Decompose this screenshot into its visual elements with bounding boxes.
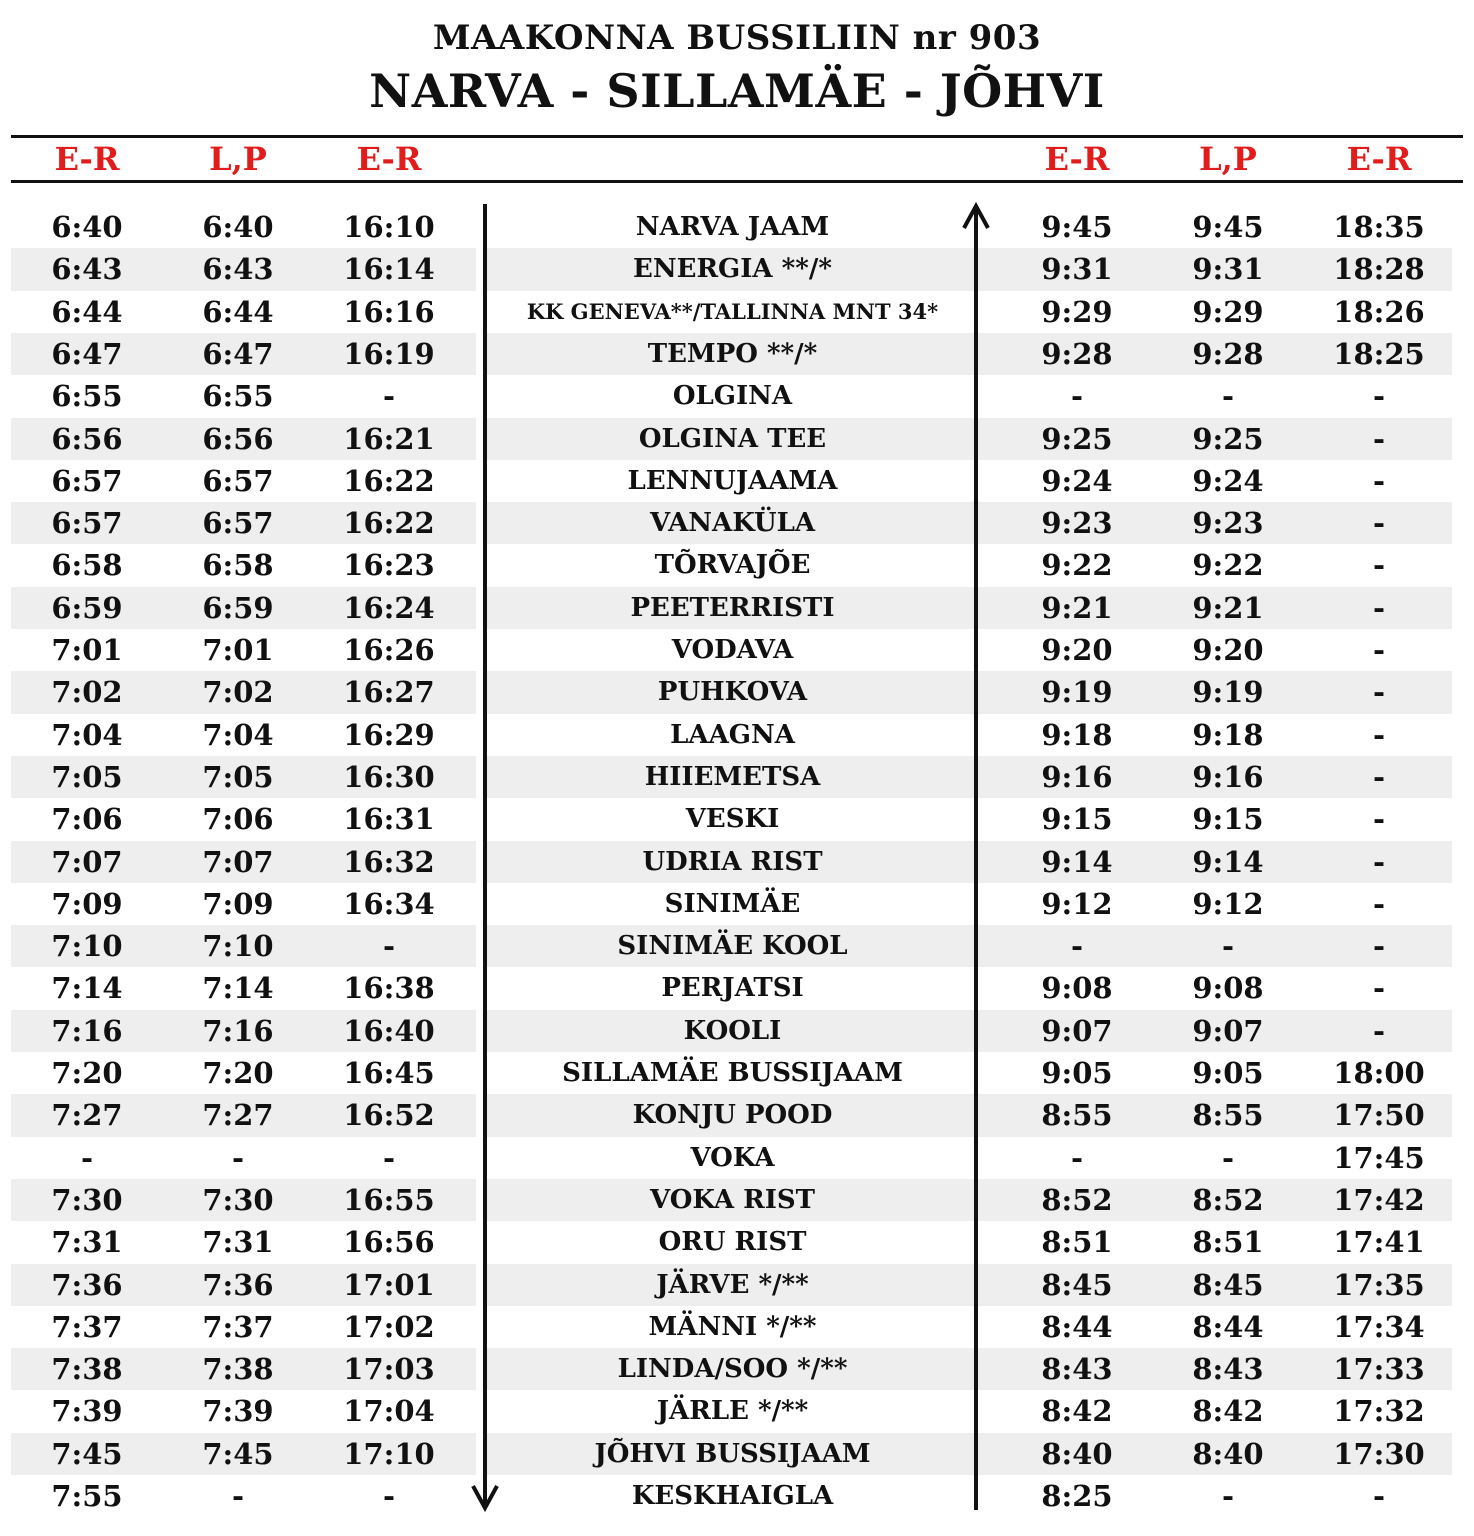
time-cell: 16:19 — [343, 336, 435, 371]
time-cell: 18:25 — [1333, 336, 1425, 371]
time-cell: 16:22 — [343, 463, 435, 498]
time-cell: 9:20 — [1041, 633, 1113, 667]
table-row — [0, 629, 1474, 671]
time-cell: 7:06 — [51, 802, 123, 837]
stop-name: TÕRVAJÕE — [654, 550, 811, 581]
time-cell: 7:01 — [51, 633, 123, 667]
stop-name: JÕHVI BUSSIJAAM — [594, 1438, 871, 1469]
stop-name: SILLAMÄE BUSSIJAAM — [562, 1058, 903, 1088]
time-cell: 8:42 — [1041, 1394, 1113, 1429]
time-cell: 6:43 — [51, 252, 123, 287]
time-cell: 17:03 — [343, 1352, 435, 1387]
stop-name: VANAKÜLA — [649, 508, 816, 539]
table-row — [0, 1348, 1474, 1390]
time-cell: 8:51 — [1192, 1225, 1264, 1260]
time-cell: 6:47 — [51, 336, 123, 371]
time-cell: 9:07 — [1041, 1013, 1113, 1048]
time-cell: 8:55 — [1192, 1098, 1264, 1133]
time-cell: 7:07 — [202, 844, 274, 879]
time-cell: 8:40 — [1041, 1436, 1113, 1471]
col-header-left-er2: E-R — [356, 140, 422, 178]
time-cell: 7:27 — [202, 1098, 274, 1133]
time-cell: 17:32 — [1333, 1394, 1425, 1429]
time-cell: 18:28 — [1333, 252, 1425, 287]
time-cell: 8:52 — [1041, 1182, 1113, 1217]
time-cell: - — [1372, 463, 1386, 498]
time-cell: 17:35 — [1333, 1267, 1425, 1302]
time-cell: - — [1372, 1479, 1386, 1513]
time-cell: 7:30 — [51, 1182, 123, 1217]
time-cell: 17:41 — [1333, 1225, 1425, 1260]
time-cell: 6:56 — [202, 421, 274, 456]
stop-name: PUHKOVA — [657, 677, 808, 708]
header-bottom-rule — [11, 180, 1463, 183]
time-cell: 17:01 — [343, 1267, 435, 1302]
time-cell: 18:00 — [1333, 1056, 1425, 1090]
table-row — [0, 206, 1474, 248]
stop-name: KOOLI — [683, 1015, 782, 1046]
time-cell: - — [1372, 717, 1386, 752]
time-cell: 9:24 — [1192, 463, 1264, 498]
stop-name: HIIEMETSA — [644, 761, 821, 792]
time-cell: 16:38 — [343, 971, 435, 1006]
time-cell: 9:22 — [1192, 548, 1264, 583]
time-cell: 7:06 — [202, 802, 274, 837]
time-cell: 9:05 — [1192, 1056, 1264, 1090]
time-cell: - — [1372, 379, 1386, 414]
time-cell: 9:31 — [1192, 252, 1264, 287]
time-cell: 9:18 — [1041, 717, 1113, 752]
stop-name: LINDA/SOO */** — [617, 1354, 848, 1385]
time-cell: - — [231, 1140, 245, 1175]
table-row — [0, 248, 1474, 290]
stop-name: SINIMÄE KOOL — [617, 931, 848, 962]
time-cell: 9:12 — [1192, 886, 1264, 921]
time-cell: 9:16 — [1192, 759, 1264, 794]
table-row — [0, 418, 1474, 460]
stop-name: PEETERRISTI — [630, 592, 835, 623]
time-cell: 16:55 — [343, 1182, 435, 1217]
time-cell: 7:09 — [202, 886, 274, 921]
time-cell: 9:19 — [1192, 675, 1264, 710]
col-header-left-er: E-R — [54, 140, 120, 178]
time-cell: 17:42 — [1333, 1182, 1425, 1217]
time-cell: - — [1372, 506, 1386, 541]
time-cell: 9:45 — [1192, 210, 1264, 244]
time-cell: 16:26 — [343, 633, 435, 667]
table-row — [0, 925, 1474, 967]
table-row — [0, 714, 1474, 756]
time-cell: 7:04 — [51, 717, 123, 752]
time-cell: 7:14 — [202, 971, 274, 1006]
time-cell: 6:40 — [202, 210, 274, 244]
time-cell: - — [80, 1140, 94, 1175]
time-cell: 7:02 — [202, 675, 274, 710]
down-arrow-icon — [468, 202, 502, 1514]
stop-name: SINIMÄE — [664, 888, 801, 919]
time-cell: 7:37 — [51, 1309, 123, 1344]
time-cell: 8:45 — [1041, 1267, 1113, 1302]
time-cell: - — [1221, 1479, 1235, 1513]
time-cell: - — [1372, 421, 1386, 456]
time-cell: 9:15 — [1041, 802, 1113, 837]
table-row — [0, 1433, 1474, 1475]
time-cell: 9:22 — [1041, 548, 1113, 583]
up-arrow-icon — [959, 200, 993, 1512]
time-cell: 8:44 — [1192, 1309, 1264, 1344]
time-cell: - — [382, 379, 396, 414]
time-cell: 9:08 — [1192, 971, 1264, 1006]
table-row — [0, 333, 1474, 375]
time-cell: 9:24 — [1041, 463, 1113, 498]
table-row — [0, 291, 1474, 333]
time-cell: 8:25 — [1041, 1479, 1113, 1513]
time-cell: - — [1221, 929, 1235, 964]
time-cell: 7:37 — [202, 1309, 274, 1344]
stop-name: ENERGIA **/* — [633, 254, 832, 285]
time-cell: - — [1372, 802, 1386, 837]
stop-name: KONJU POOD — [632, 1100, 833, 1131]
stop-name: ORU RIST — [658, 1227, 807, 1258]
time-cell: - — [382, 929, 396, 964]
time-cell: 17:10 — [343, 1436, 435, 1471]
stop-name: JÄRLE */** — [656, 1396, 809, 1427]
table-row — [0, 1306, 1474, 1348]
time-cell: 6:58 — [51, 548, 123, 583]
time-cell: - — [1372, 675, 1386, 710]
table-row — [0, 502, 1474, 544]
table-row — [0, 1264, 1474, 1306]
col-header-right-lp: L,P — [1199, 140, 1257, 178]
time-cell: 16:10 — [343, 210, 435, 244]
time-cell: 7:45 — [51, 1436, 123, 1471]
table-row — [0, 1094, 1474, 1136]
time-cell: - — [1372, 886, 1386, 921]
table-row — [0, 1010, 1474, 1052]
time-cell: - — [1070, 379, 1084, 414]
time-cell: 9:21 — [1041, 590, 1113, 625]
time-cell: - — [1372, 844, 1386, 879]
time-cell: 8:45 — [1192, 1267, 1264, 1302]
page-subtitle: MAAKONNA BUSSILIIN nr 903 — [432, 18, 1042, 58]
time-cell: - — [1372, 590, 1386, 625]
time-cell: 6:56 — [51, 421, 123, 456]
time-cell: 7:10 — [51, 929, 123, 964]
time-cell: 8:43 — [1041, 1352, 1113, 1387]
time-cell: 16:22 — [343, 506, 435, 541]
table-row — [0, 544, 1474, 586]
stop-name: TEMPO **/* — [647, 338, 818, 369]
table-row — [0, 587, 1474, 629]
time-cell: 16:21 — [343, 421, 435, 456]
time-cell: 7:16 — [51, 1013, 123, 1048]
col-header-left-lp: L,P — [209, 140, 267, 178]
time-cell: 9:18 — [1192, 717, 1264, 752]
time-cell: 18:26 — [1333, 294, 1425, 329]
time-cell: 16:14 — [343, 252, 435, 287]
time-cell: - — [1221, 379, 1235, 414]
time-cell: 9:19 — [1041, 675, 1113, 710]
time-cell: 7:09 — [51, 886, 123, 921]
time-cell: 7:20 — [51, 1056, 123, 1090]
time-cell: 7:31 — [51, 1225, 123, 1260]
stop-name: UDRIA RIST — [642, 846, 823, 877]
stop-name: VODAVA — [671, 635, 794, 665]
time-cell: - — [1372, 929, 1386, 964]
time-cell: - — [1221, 1140, 1235, 1175]
stop-name: VESKI — [685, 804, 780, 835]
table-row — [0, 967, 1474, 1009]
time-cell: 7:27 — [51, 1098, 123, 1133]
time-cell: 16:16 — [343, 294, 435, 329]
time-cell: - — [1070, 929, 1084, 964]
time-cell: 18:35 — [1333, 210, 1425, 244]
time-cell: 6:44 — [202, 294, 274, 329]
time-cell: 6:40 — [51, 210, 123, 244]
time-cell: 9:14 — [1192, 844, 1264, 879]
time-cell: 8:40 — [1192, 1436, 1264, 1471]
time-cell: 8:43 — [1192, 1352, 1264, 1387]
time-cell: - — [382, 1479, 396, 1513]
time-cell: 7:30 — [202, 1182, 274, 1217]
stop-name: KK GENEVA**/TALLINNA MNT 34* — [526, 298, 939, 324]
time-cell: 7:55 — [51, 1479, 123, 1513]
table-row — [0, 841, 1474, 883]
time-cell: 17:30 — [1333, 1436, 1425, 1471]
time-cell: - — [1372, 1013, 1386, 1048]
time-cell: 9:14 — [1041, 844, 1113, 879]
col-header-right-er2: E-R — [1346, 140, 1412, 178]
time-cell: 8:55 — [1041, 1098, 1113, 1133]
time-cell: 9:20 — [1192, 633, 1264, 667]
table-row — [0, 671, 1474, 713]
table-row — [0, 1137, 1474, 1179]
time-cell: 7:39 — [51, 1394, 123, 1429]
time-cell: 16:32 — [343, 844, 435, 879]
time-cell: 9:08 — [1041, 971, 1113, 1006]
time-cell: 6:44 — [51, 294, 123, 329]
time-cell: 16:30 — [343, 759, 435, 794]
time-cell: 9:16 — [1041, 759, 1113, 794]
time-cell: 7:02 — [51, 675, 123, 710]
table-row — [0, 460, 1474, 502]
time-cell: 9:07 — [1192, 1013, 1264, 1048]
stop-name: LENNUJAAMA — [627, 465, 838, 496]
stop-name: KESKHAIGLA — [631, 1481, 834, 1511]
time-cell: 9:29 — [1041, 294, 1113, 329]
time-cell: 16:40 — [343, 1013, 435, 1048]
time-cell: 6:59 — [202, 590, 274, 625]
time-cell: 17:50 — [1333, 1098, 1425, 1133]
table-row — [0, 375, 1474, 417]
time-cell: 7:36 — [51, 1267, 123, 1302]
time-cell: 9:29 — [1192, 294, 1264, 329]
time-cell: 16:56 — [343, 1225, 435, 1260]
time-cell: 7:38 — [202, 1352, 274, 1387]
table-row — [0, 1390, 1474, 1432]
time-cell: 17:04 — [343, 1394, 435, 1429]
page-title: NARVA - SILLAMÄE - JÕHVI — [369, 64, 1105, 118]
time-cell: 7:31 — [202, 1225, 274, 1260]
table-row — [0, 1052, 1474, 1094]
time-cell: 7:10 — [202, 929, 274, 964]
time-cell: 6:47 — [202, 336, 274, 371]
time-cell: 7:16 — [202, 1013, 274, 1048]
col-header-right-er: E-R — [1044, 140, 1110, 178]
time-cell: 7:14 — [51, 971, 123, 1006]
time-cell: 6:43 — [202, 252, 274, 287]
time-cell: 7:04 — [202, 717, 274, 752]
time-cell: - — [1372, 971, 1386, 1006]
time-cell: 16:29 — [343, 717, 435, 752]
time-cell: - — [1372, 759, 1386, 794]
time-cell: 8:52 — [1192, 1182, 1264, 1217]
time-cell: 9:45 — [1041, 210, 1113, 244]
time-cell: 7:39 — [202, 1394, 274, 1429]
time-cell: 6:55 — [51, 379, 123, 414]
time-cell: 16:31 — [343, 802, 435, 837]
column-header — [0, 138, 1474, 182]
time-cell: - — [382, 1140, 396, 1175]
stop-name: NARVA JAAM — [635, 212, 830, 242]
time-cell: 8:51 — [1041, 1225, 1113, 1260]
time-cell: 17:33 — [1333, 1352, 1425, 1387]
stop-name: PERJATSI — [661, 973, 804, 1004]
stop-name: JÄRVE */** — [656, 1269, 809, 1300]
time-cell: 9:23 — [1041, 506, 1113, 541]
time-cell: 7:38 — [51, 1352, 123, 1387]
time-cell: 17:34 — [1333, 1309, 1425, 1344]
stop-name: VOKA — [690, 1142, 775, 1173]
time-cell: 16:34 — [343, 886, 435, 921]
time-cell: 9:15 — [1192, 802, 1264, 837]
time-cell: 6:57 — [51, 506, 123, 541]
time-cell: 9:28 — [1041, 336, 1113, 371]
time-cell: 9:28 — [1192, 336, 1264, 371]
time-cell: 7:01 — [202, 633, 274, 667]
time-cell: 9:25 — [1041, 421, 1113, 456]
time-cell: 16:52 — [343, 1098, 435, 1133]
time-cell: 16:27 — [343, 675, 435, 710]
time-cell: 17:45 — [1333, 1140, 1425, 1175]
time-cell: - — [1372, 633, 1386, 667]
time-cell: 8:44 — [1041, 1309, 1113, 1344]
table-row — [0, 798, 1474, 840]
time-cell: 7:45 — [202, 1436, 274, 1471]
stop-name: OLGINA — [672, 381, 793, 412]
time-cell: 9:21 — [1192, 590, 1264, 625]
table-row — [0, 1475, 1474, 1517]
time-cell: 6:57 — [202, 506, 274, 541]
table-row — [0, 1179, 1474, 1221]
time-cell: 7:05 — [51, 759, 123, 794]
time-cell: 9:25 — [1192, 421, 1264, 456]
time-cell: 6:57 — [202, 463, 274, 498]
time-cell: 6:59 — [51, 590, 123, 625]
time-cell: 8:42 — [1192, 1394, 1264, 1429]
time-cell: 16:24 — [343, 590, 435, 625]
stop-name: MÄNNI */** — [648, 1311, 817, 1342]
time-cell: - — [1070, 1140, 1084, 1175]
time-cell: 7:20 — [202, 1056, 274, 1090]
time-cell: 9:31 — [1041, 252, 1113, 287]
time-cell: 6:57 — [51, 463, 123, 498]
time-cell: 16:45 — [343, 1056, 435, 1090]
time-cell: - — [1372, 548, 1386, 583]
time-cell: 16:23 — [343, 548, 435, 583]
time-cell: 7:36 — [202, 1267, 274, 1302]
time-cell: 9:05 — [1041, 1056, 1113, 1090]
time-cell: 6:58 — [202, 548, 274, 583]
time-cell: 17:02 — [343, 1309, 435, 1344]
time-cell: 9:23 — [1192, 506, 1264, 541]
table-row — [0, 1221, 1474, 1263]
time-cell: 9:12 — [1041, 886, 1113, 921]
time-cell: 6:55 — [202, 379, 274, 414]
stop-name: VOKA RIST — [649, 1184, 816, 1215]
stop-name: OLGINA TEE — [638, 423, 827, 454]
stop-name: LAAGNA — [670, 719, 795, 750]
table-row — [0, 883, 1474, 925]
time-cell: 7:05 — [202, 759, 274, 794]
time-cell: 7:07 — [51, 844, 123, 879]
table-row — [0, 756, 1474, 798]
time-cell: - — [231, 1479, 245, 1513]
